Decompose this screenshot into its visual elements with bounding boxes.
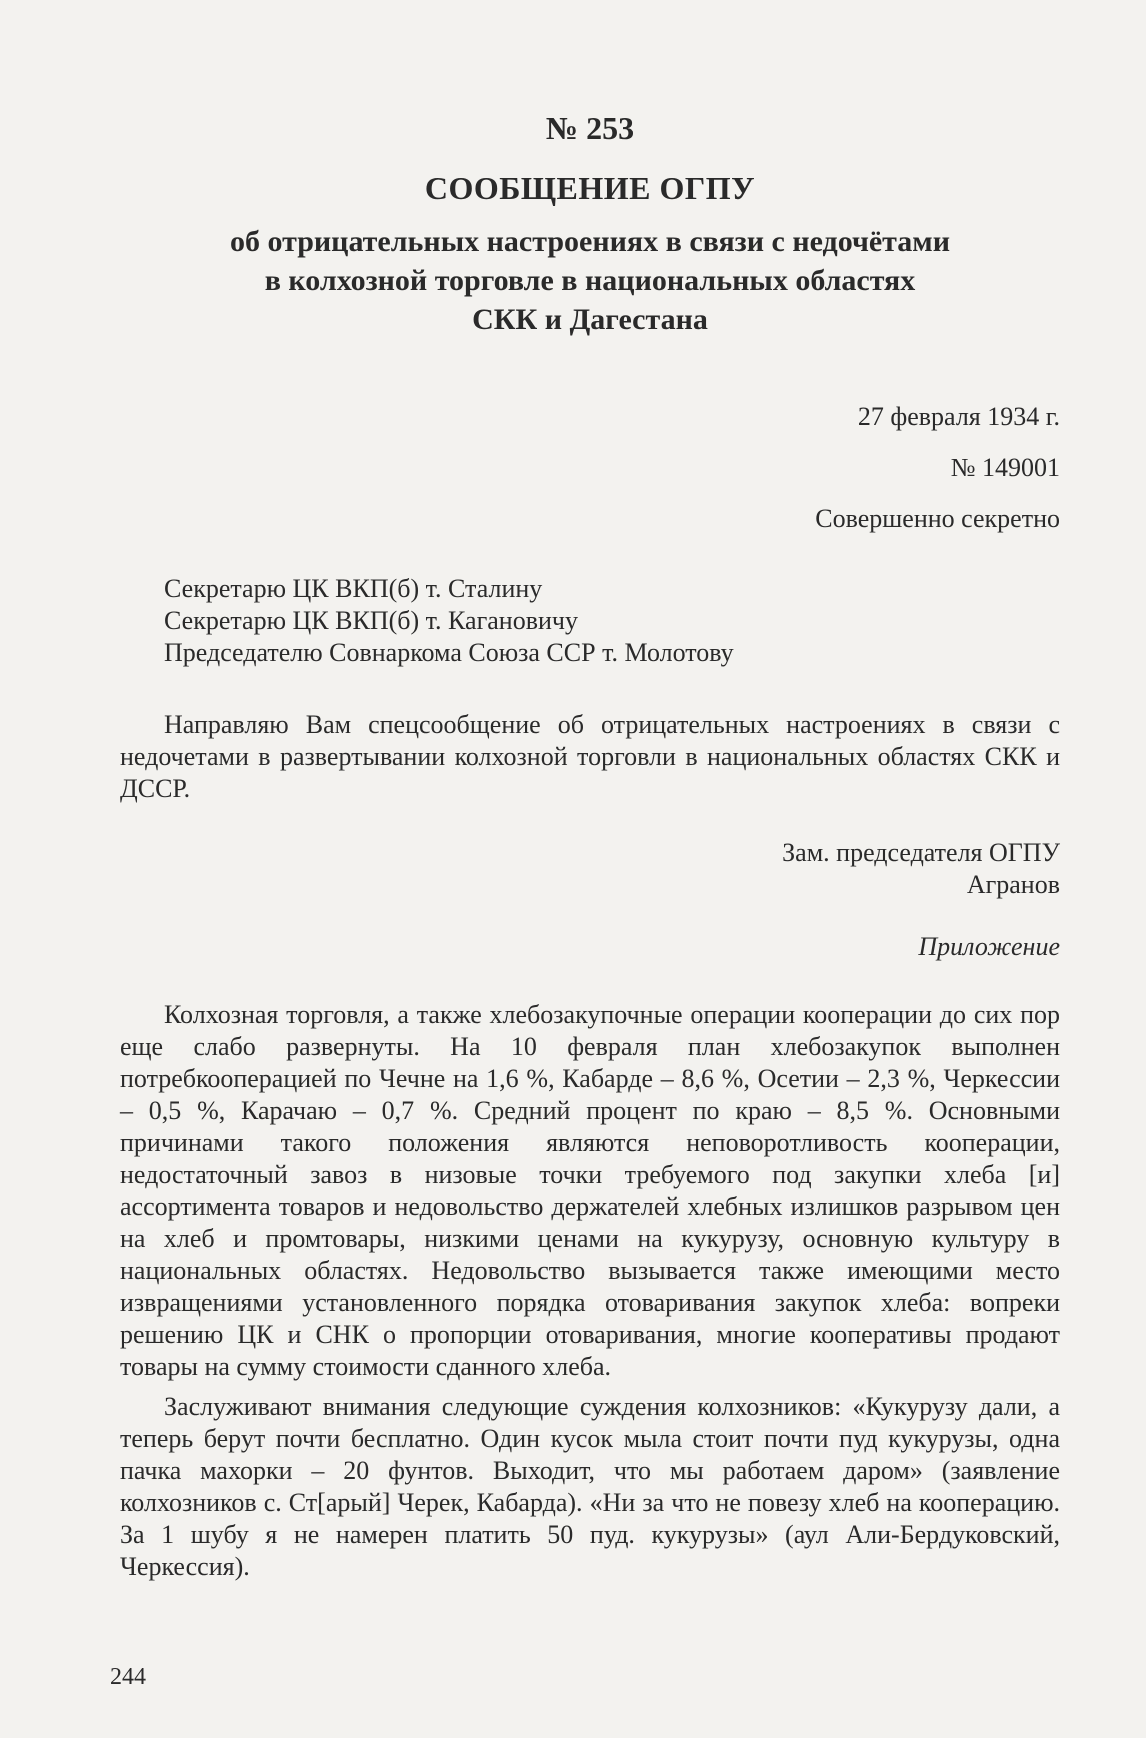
subtitle-line: СКК и Дагестана bbox=[472, 303, 708, 336]
signatory-name: Агранов bbox=[966, 870, 1060, 899]
addressee-list bbox=[120, 573, 1060, 669]
appendix-label: Приложение bbox=[918, 932, 1060, 961]
classification-mark: Совершенно секретно bbox=[815, 504, 1060, 533]
body-paragraph: Заслуживают внимания следующие суждения колхозников: «Кукурузу дали, а теперь берут почти бесплатно. Один кусок мыла стоит почти пуд кукурузы, одна пачка махорки – 20 фунтов. Выходит, что мы работаем даром» (заявление колхозников с. Ст[арый] Черек, Кабарда). «Ни за что не повезу хлеб на кооперацию. За 1 шубу я не намерен платить 50 пуд. кукурузы» (аул Али-Бердуковский, Черкессия). bbox=[120, 1392, 1060, 1581]
addressee: Секретарю ЦК ВКП(б) т. Кагановичу bbox=[164, 606, 578, 635]
document-date: 27 февраля 1934 г. bbox=[857, 402, 1060, 431]
subtitle-line: в колхозной торговле в национальных областях bbox=[264, 264, 916, 297]
signature-block bbox=[120, 837, 1060, 901]
document-meta bbox=[120, 401, 1060, 535]
body-paragraph: Колхозная торговля, а также хлебозакупочные операции кооперации до сих пор еще слабо развернуты. На 10 февраля план хлебозакупок выполнен потребкооперацией по Чечне на 1,6 %, Кабарде – 8,6 %, Осетии – 2,3 %, Черкессии – 0,5 %, Карачаю – 0,7 %. Средний процент по краю – 8,5 %. Основными причинами такого положения являются неповоротливость кооперации, недостаточный завоз в низовые точки требуемого под закупки хлеба [и] ассортимента товаров и недовольство держателей хлебных излишков разрывом цен на хлеб и промтовары, низкими ценами на кукурузу, основную культуру в национальных областях. Недовольство вызывается также имеющими место извращениями установленного порядка отоваривания закупок хлеба: вопреки решению ЦК и СНК о пропорции отоваривания, многие кооперативы продают товары на сумму стоимости сданного хлеба. bbox=[120, 1000, 1060, 1381]
registration-number: № 149001 bbox=[950, 453, 1060, 482]
signatory-position: Зам. председателя ОГПУ bbox=[782, 838, 1060, 867]
page-number: 244 bbox=[110, 1664, 146, 1690]
subtitle-line: об отрицательных настроениях в связи с недочётами bbox=[229, 225, 950, 258]
document-type: СООБЩЕНИЕ ОГПУ bbox=[424, 170, 756, 206]
addressee: Председателю Совнаркома Союза ССР т. Молотову bbox=[164, 638, 734, 667]
document-number: № 253 bbox=[545, 110, 635, 146]
page-content bbox=[120, 108, 1060, 1583]
cover-letter-text: Направляю Вам спецсообщение об отрицательных настроениях в связи с недочетами в развертывании колхозной торговли в национальных областях СКК и ДССР. bbox=[120, 710, 1060, 803]
document-subtitle bbox=[120, 222, 1060, 339]
addressee: Секретарю ЦК ВКП(б) т. Сталину bbox=[164, 574, 543, 603]
